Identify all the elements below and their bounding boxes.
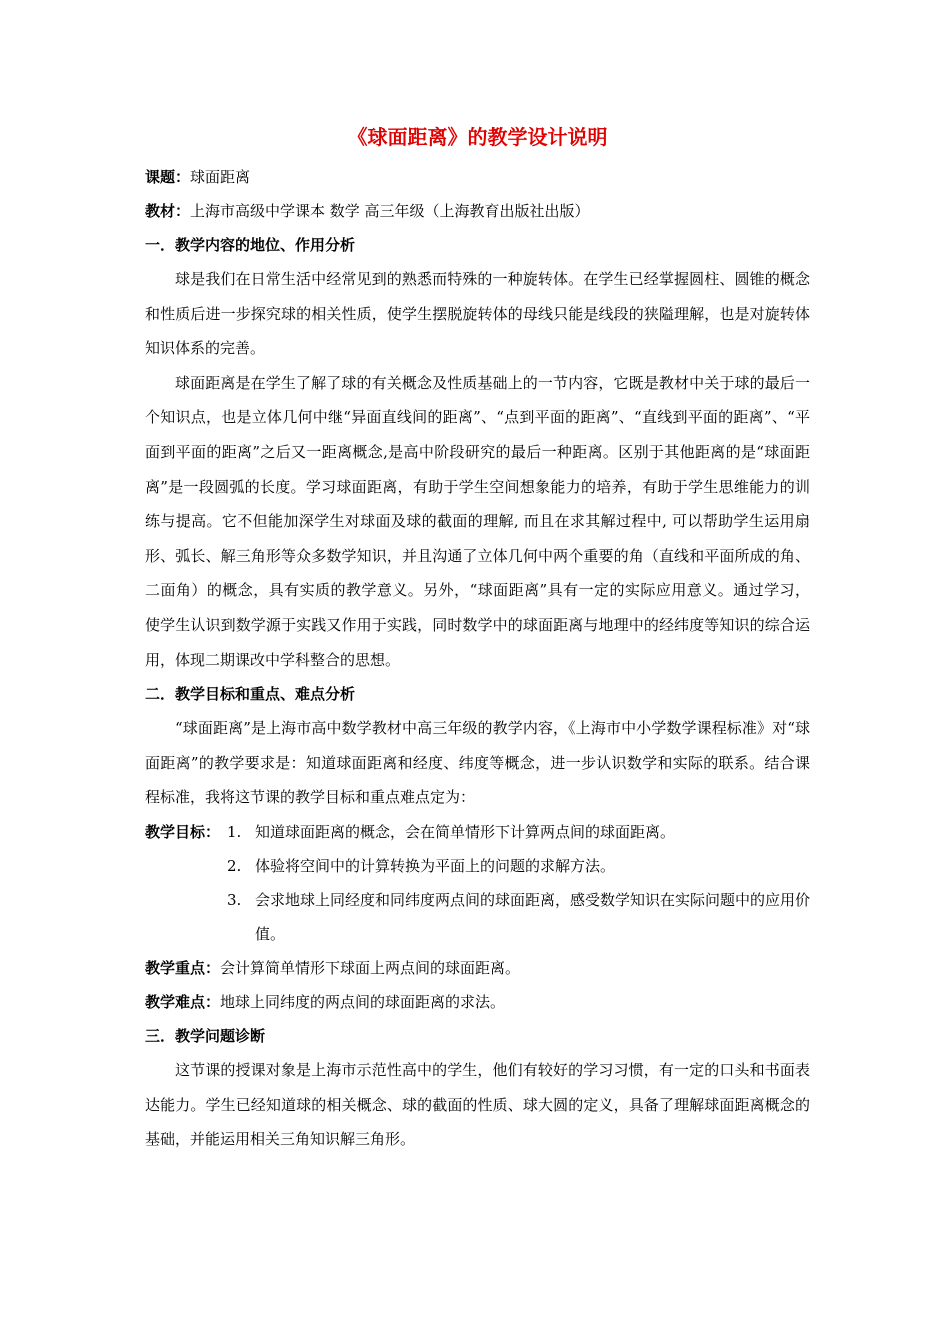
section-1-paragraph-2: 球面距离是在学生了解了球的有关概念及性质基础上的一节内容，它既是教材中关于球的最后一个知识点，也是立体几何中继“异面直线间的距离”、“点到平面的距离”、“直线到平面的距离”、“平面到平面的距离”之后又一距离概念,是高中阶段研究的最后一种距离。区别于其他距离的是“球面距离”是一段圆弧的长度。学习球面距离，有助于学生空间想象能力的培养，有助于学生思维能力的训练与提高。它不但能加深学生对球面及球的截面的理解, 而且在求其解过程中, 可以帮助学生运用扇形、弧长、解三角形等众多数学知识，并且沟通了立体几何中两个重要的角（直线和平面所成的角、二面角）的概念，具有实质的教学意义。另外，“球面距离”具有一定的实际应用意义。通过学习， 使学生认识到数学源于实践又作用于实践，同时数学中的球面距离与地理中的经纬度等知识的综合运用，体现二期课改中学科整合的思想。 <box>145 373 810 669</box>
goal-item <box>227 815 810 849</box>
difficulty-line <box>145 985 810 1019</box>
goals-label: 教学目标： <box>145 822 221 841</box>
topic-label: 课题： <box>145 168 191 186</box>
goals-list <box>227 815 810 951</box>
textbook-value: 上海市高级中学课本 数学 高三年级（上海教育出版社出版） <box>190 202 590 220</box>
difficulty-label: 教学难点： <box>145 992 221 1011</box>
topic-line <box>145 160 810 194</box>
goal-number: 2. <box>227 856 242 875</box>
textbook-line <box>145 194 810 228</box>
section-2-paragraph-1: “球面距离”是上海市高中数学教材中高三年级的教学内容，《上海市中小学数学课程标准》对“球面距离”的教学要求是：知道球面距离和经度、纬度等概念，进一步认识数学和实际的联系。结合课程标准，我将这节课的教学目标和重点难点定为： <box>145 719 810 807</box>
topic-value: 球面距离 <box>190 168 251 186</box>
difficulty-value: 地球上同纬度的两点间的球面距离的求法。 <box>220 992 506 1011</box>
goal-number: 1. <box>227 822 242 841</box>
goal-number: 3. <box>227 890 242 909</box>
section-1-heading: 一．教学内容的地位、作用分析 <box>145 236 356 254</box>
section-1-paragraph-1: 球是我们在日常生活中经常见到的熟悉而特殊的一种旋转体。在学生已经掌握圆柱、圆锥的概念和性质后进一步探究球的相关性质，使学生摆脱旋转体的母线只能是线段的狭隘理解，也是对旋转体知识体系的完善。 <box>145 270 810 358</box>
teaching-goals <box>145 815 810 951</box>
goal-text: 体验将空间中的计算转换为平面上的问题的求解方法。 <box>255 856 616 875</box>
section-3-paragraph: 这节课的授课对象是上海市示范性高中的学生，他们有较好的学习习惯，有一定的口头和书面表达能力。学生已经知道球的相关概念、球的截面的性质、球大圆的定义，具备了理解球面距离概念的基础，并能运用相关三角知识解三角形。 <box>145 1060 810 1149</box>
goal-text: 会求地球上同经度和同纬度两点间的球面距离，感受数学知识在实际问题中的应用价值。 <box>255 890 811 943</box>
goal-item <box>227 849 810 883</box>
section-3-heading: 三．教学问题诊断 <box>145 1026 266 1045</box>
key-point-value: 会计算简单情形下球面上两点间的球面距离。 <box>220 958 521 977</box>
textbook-label: 教材： <box>145 202 191 220</box>
document-title: 《球面距离》的教学设计说明 <box>347 125 608 149</box>
goal-text: 知道球面距离的概念，会在简单情形下计算两点间的球面距离。 <box>255 822 676 841</box>
key-point-line <box>145 951 810 985</box>
document-body <box>145 118 810 1157</box>
section-2-heading: 二．教学目标和重点、难点分析 <box>145 685 356 704</box>
goal-item <box>227 883 810 951</box>
key-point-label: 教学重点： <box>145 958 221 977</box>
